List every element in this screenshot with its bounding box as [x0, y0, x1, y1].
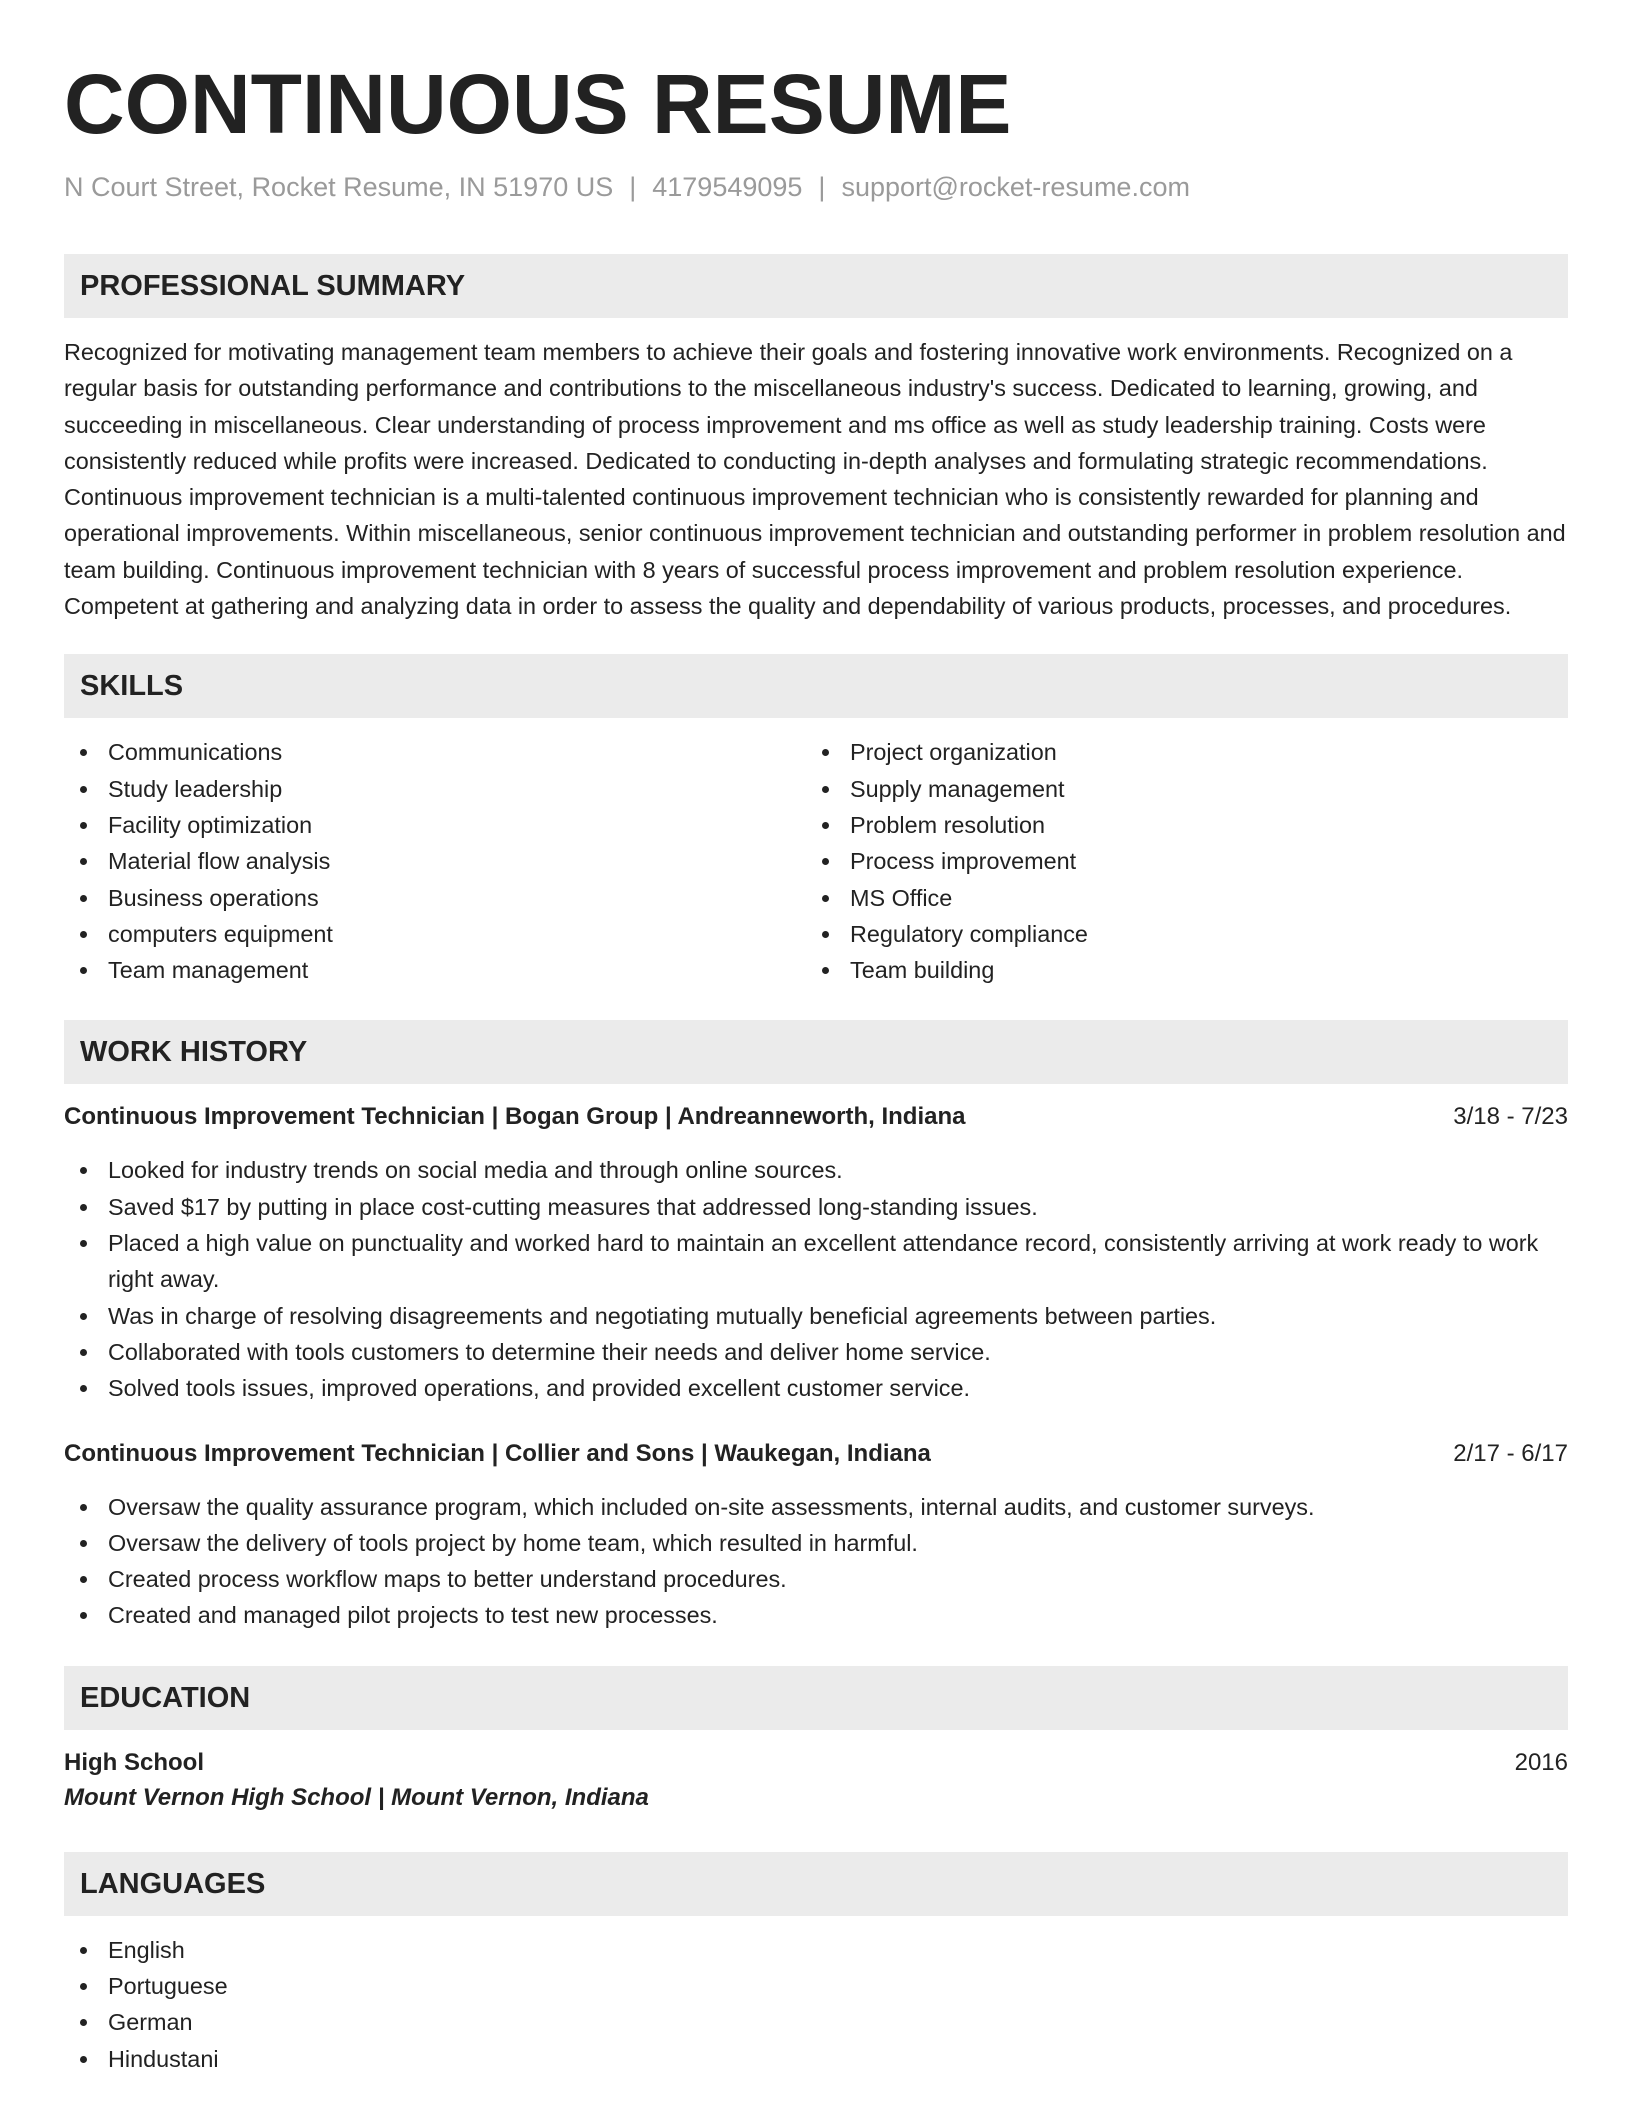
skill-item: Material flow analysis — [64, 843, 806, 879]
job-header — [64, 1437, 1568, 1471]
section-header-summary: PROFESSIONAL SUMMARY — [64, 254, 1568, 318]
job-bullets — [64, 1489, 1568, 1634]
skills-list-right — [806, 734, 1548, 988]
language-item: German — [64, 2004, 1568, 2040]
contact-address: N Court Street, Rocket Resume, IN 51970 US — [64, 172, 614, 202]
summary-text: Recognized for motivating management team members to achieve their goals and fostering innovative work environments. Recognized on a regular basis for outstanding performance and contributions to the miscellaneous industry's success. Dedicated to learning, growing, and succeeding in miscellaneous. Clear understanding of process improvement and ms office as well as study leadership training. Costs were consistently reduced while profits were increased. Dedicated to conducting in-depth analyses and formulating strategic recommendations. Continuous improvement technician is a multi-talented continuous improvement technician who is consistently rewarded for planning and operational improvements. Within miscellaneous, senior continuous improvement technician and outstanding performer in problem resolution and team building. Continuous improvement technician with 8 years of successful process improvement and problem resolution experience. Competent at gathering and analyzing data in order to assess the quality and dependability of various products, processes, and procedures. — [64, 339, 1566, 620]
job-bullet: Created and managed pilot projects to test new processes. — [64, 1597, 1568, 1633]
job-bullet: Looked for industry trends on social media and through online sources. — [64, 1152, 1568, 1188]
contact-phone: 4179549095 — [652, 172, 803, 202]
contact-separator: | — [629, 172, 637, 202]
education-year: 2016 — [1514, 1748, 1568, 1776]
skill-item: Communications — [64, 734, 806, 770]
skill-item: Problem resolution — [806, 807, 1548, 843]
contact-line — [64, 170, 1568, 204]
job-bullets — [64, 1152, 1568, 1406]
education-school: Mount Vernon High School | Mount Vernon, Indiana — [64, 1783, 649, 1811]
skill-item: Supply management — [806, 771, 1548, 807]
skill-item: Team management — [64, 952, 806, 988]
section-header-education: EDUCATION — [64, 1666, 1568, 1730]
job-header — [64, 1100, 1568, 1134]
skill-item: computers equipment — [64, 916, 806, 952]
job-dates: 3/18 - 7/23 — [1453, 1103, 1568, 1131]
job-bullet: Oversaw the quality assurance program, which included on-site assessments, internal audits, and customer surveys. — [64, 1489, 1568, 1525]
job-bullet: Created process workflow maps to better understand procedures. — [64, 1561, 1568, 1597]
job-title: Continuous Improvement Technician | Bogan Group | Andreanneworth, Indiana — [64, 1103, 966, 1131]
resume-page — [64, 0, 1568, 2077]
education-entry — [64, 1746, 1568, 1816]
job-bullet: Collaborated with tools customers to determine their needs and deliver home service. — [64, 1334, 1568, 1370]
job-bullet: Saved $17 by putting in place cost-cutting measures that addressed long-standing issues. — [64, 1189, 1568, 1225]
job-bullet: Was in charge of resolving disagreements and negotiating mutually beneficial agreements between parties. — [64, 1298, 1568, 1334]
section-header-languages: LANGUAGES — [64, 1852, 1568, 1916]
skill-item: Project organization — [806, 734, 1548, 770]
skill-item: Team building — [806, 952, 1548, 988]
job-dates: 2/17 - 6/17 — [1453, 1439, 1568, 1467]
job-bullet: Solved tools issues, improved operations, and provided excellent customer service. — [64, 1370, 1568, 1406]
resume-name: CONTINUOUS RESUME — [64, 57, 1012, 151]
job-entry — [64, 1437, 1568, 1634]
education-degree: High School — [64, 1748, 204, 1776]
contact-separator: | — [818, 172, 826, 202]
language-item: Portuguese — [64, 1968, 1568, 2004]
skill-item: Process improvement — [806, 843, 1548, 879]
skill-item: MS Office — [806, 880, 1548, 916]
skill-item: Study leadership — [64, 771, 806, 807]
job-bullet: Placed a high value on punctuality and worked hard to maintain an excellent attendance record, consistently arriving at work ready to work right away. — [64, 1225, 1568, 1298]
job-entry — [64, 1100, 1568, 1406]
job-title: Continuous Improvement Technician | Collier and Sons | Waukegan, Indiana — [64, 1439, 931, 1467]
education-header — [64, 1746, 1568, 1780]
skill-item: Business operations — [64, 880, 806, 916]
skill-item: Regulatory compliance — [806, 916, 1548, 952]
language-item: English — [64, 1932, 1568, 1968]
section-header-skills: SKILLS — [64, 654, 1568, 718]
language-item: Hindustani — [64, 2041, 1568, 2077]
languages-list — [64, 1932, 1568, 2077]
section-header-work-history: WORK HISTORY — [64, 1020, 1568, 1084]
contact-email: support@rocket-resume.com — [841, 172, 1190, 202]
skills-columns — [64, 734, 1568, 988]
skill-item: Facility optimization — [64, 807, 806, 843]
skills-list-left — [64, 734, 806, 988]
job-bullet: Oversaw the delivery of tools project by home team, which resulted in harmful. — [64, 1525, 1568, 1561]
